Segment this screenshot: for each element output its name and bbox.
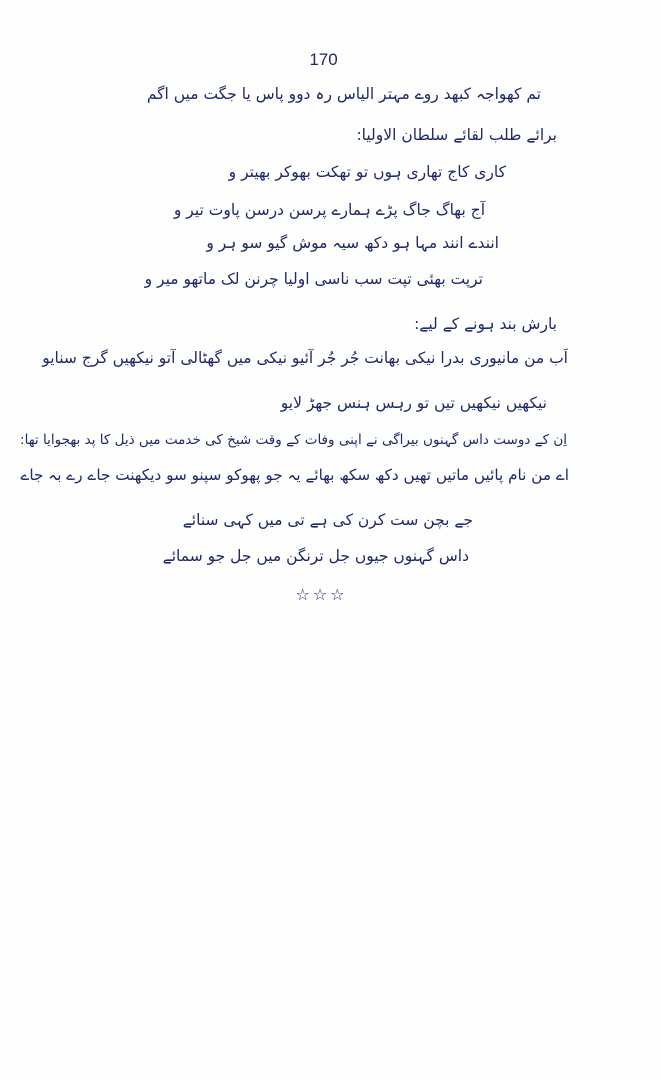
verse-line-4: انندے انند مہا ہو دکھ سیہ موش گیو سو ہر و bbox=[206, 234, 499, 252]
page-number: 170 bbox=[309, 50, 338, 69]
section-heading-rain: بارش بند ہونے کے لیے: bbox=[414, 315, 557, 333]
verse-line-7: نیکھیں نیکھیں تیں تو رہس ہنس جھڑ لایو bbox=[280, 394, 547, 412]
verse-line-2: کاری کاج تھاری ہوں تو تھکت بھوکر بھیتر و bbox=[228, 163, 506, 181]
verse-line-1: تم کھواجہ کبھد روے مہتر الیاس رہ دوو پاس یا جگت میں اگم bbox=[146, 85, 541, 103]
verse-line-5: ترپت بھئی تپت سب ناسی اولیا چرنن لک ماتھو میر و bbox=[144, 270, 483, 288]
verse-line-8: اے من نام پائیں ماتیں تھیں دکھ سکھ بھائے یہ جو پھوکو سپنو سو دیکھنت جاے رے بہ جاے bbox=[20, 466, 569, 484]
section-heading-sultan-ul-auliya: برائے طلب لقائے سلطان الاولیا: bbox=[356, 126, 557, 144]
verse-line-10: داس گہنوں جیوں جل ترنگن میں جل جو سمائے bbox=[162, 547, 469, 565]
prose-line-das-gahnun: اِن کے دوست داس گہنوں بیراگی نے اپنی وفات کے وقت شیخ کی خدمت میں ذیل کا پد بھجوایا تھا: bbox=[20, 432, 567, 448]
verse-line-9: جے بچن ست کرن کی ہے تی میں کہی سنائے bbox=[182, 511, 473, 529]
section-end-stars: ☆☆☆ bbox=[295, 585, 348, 604]
verse-line-6: اَب من مانیوری بدرا نیکی بھانت جُر جُر آئیو نیکی میں گھٹالی آتو نیکھیں گرج سنایو bbox=[42, 349, 568, 367]
verse-line-3: آج بھاگ جاگ پڑے ہمارے پرسن درسن پاوت تیر و bbox=[173, 201, 485, 219]
